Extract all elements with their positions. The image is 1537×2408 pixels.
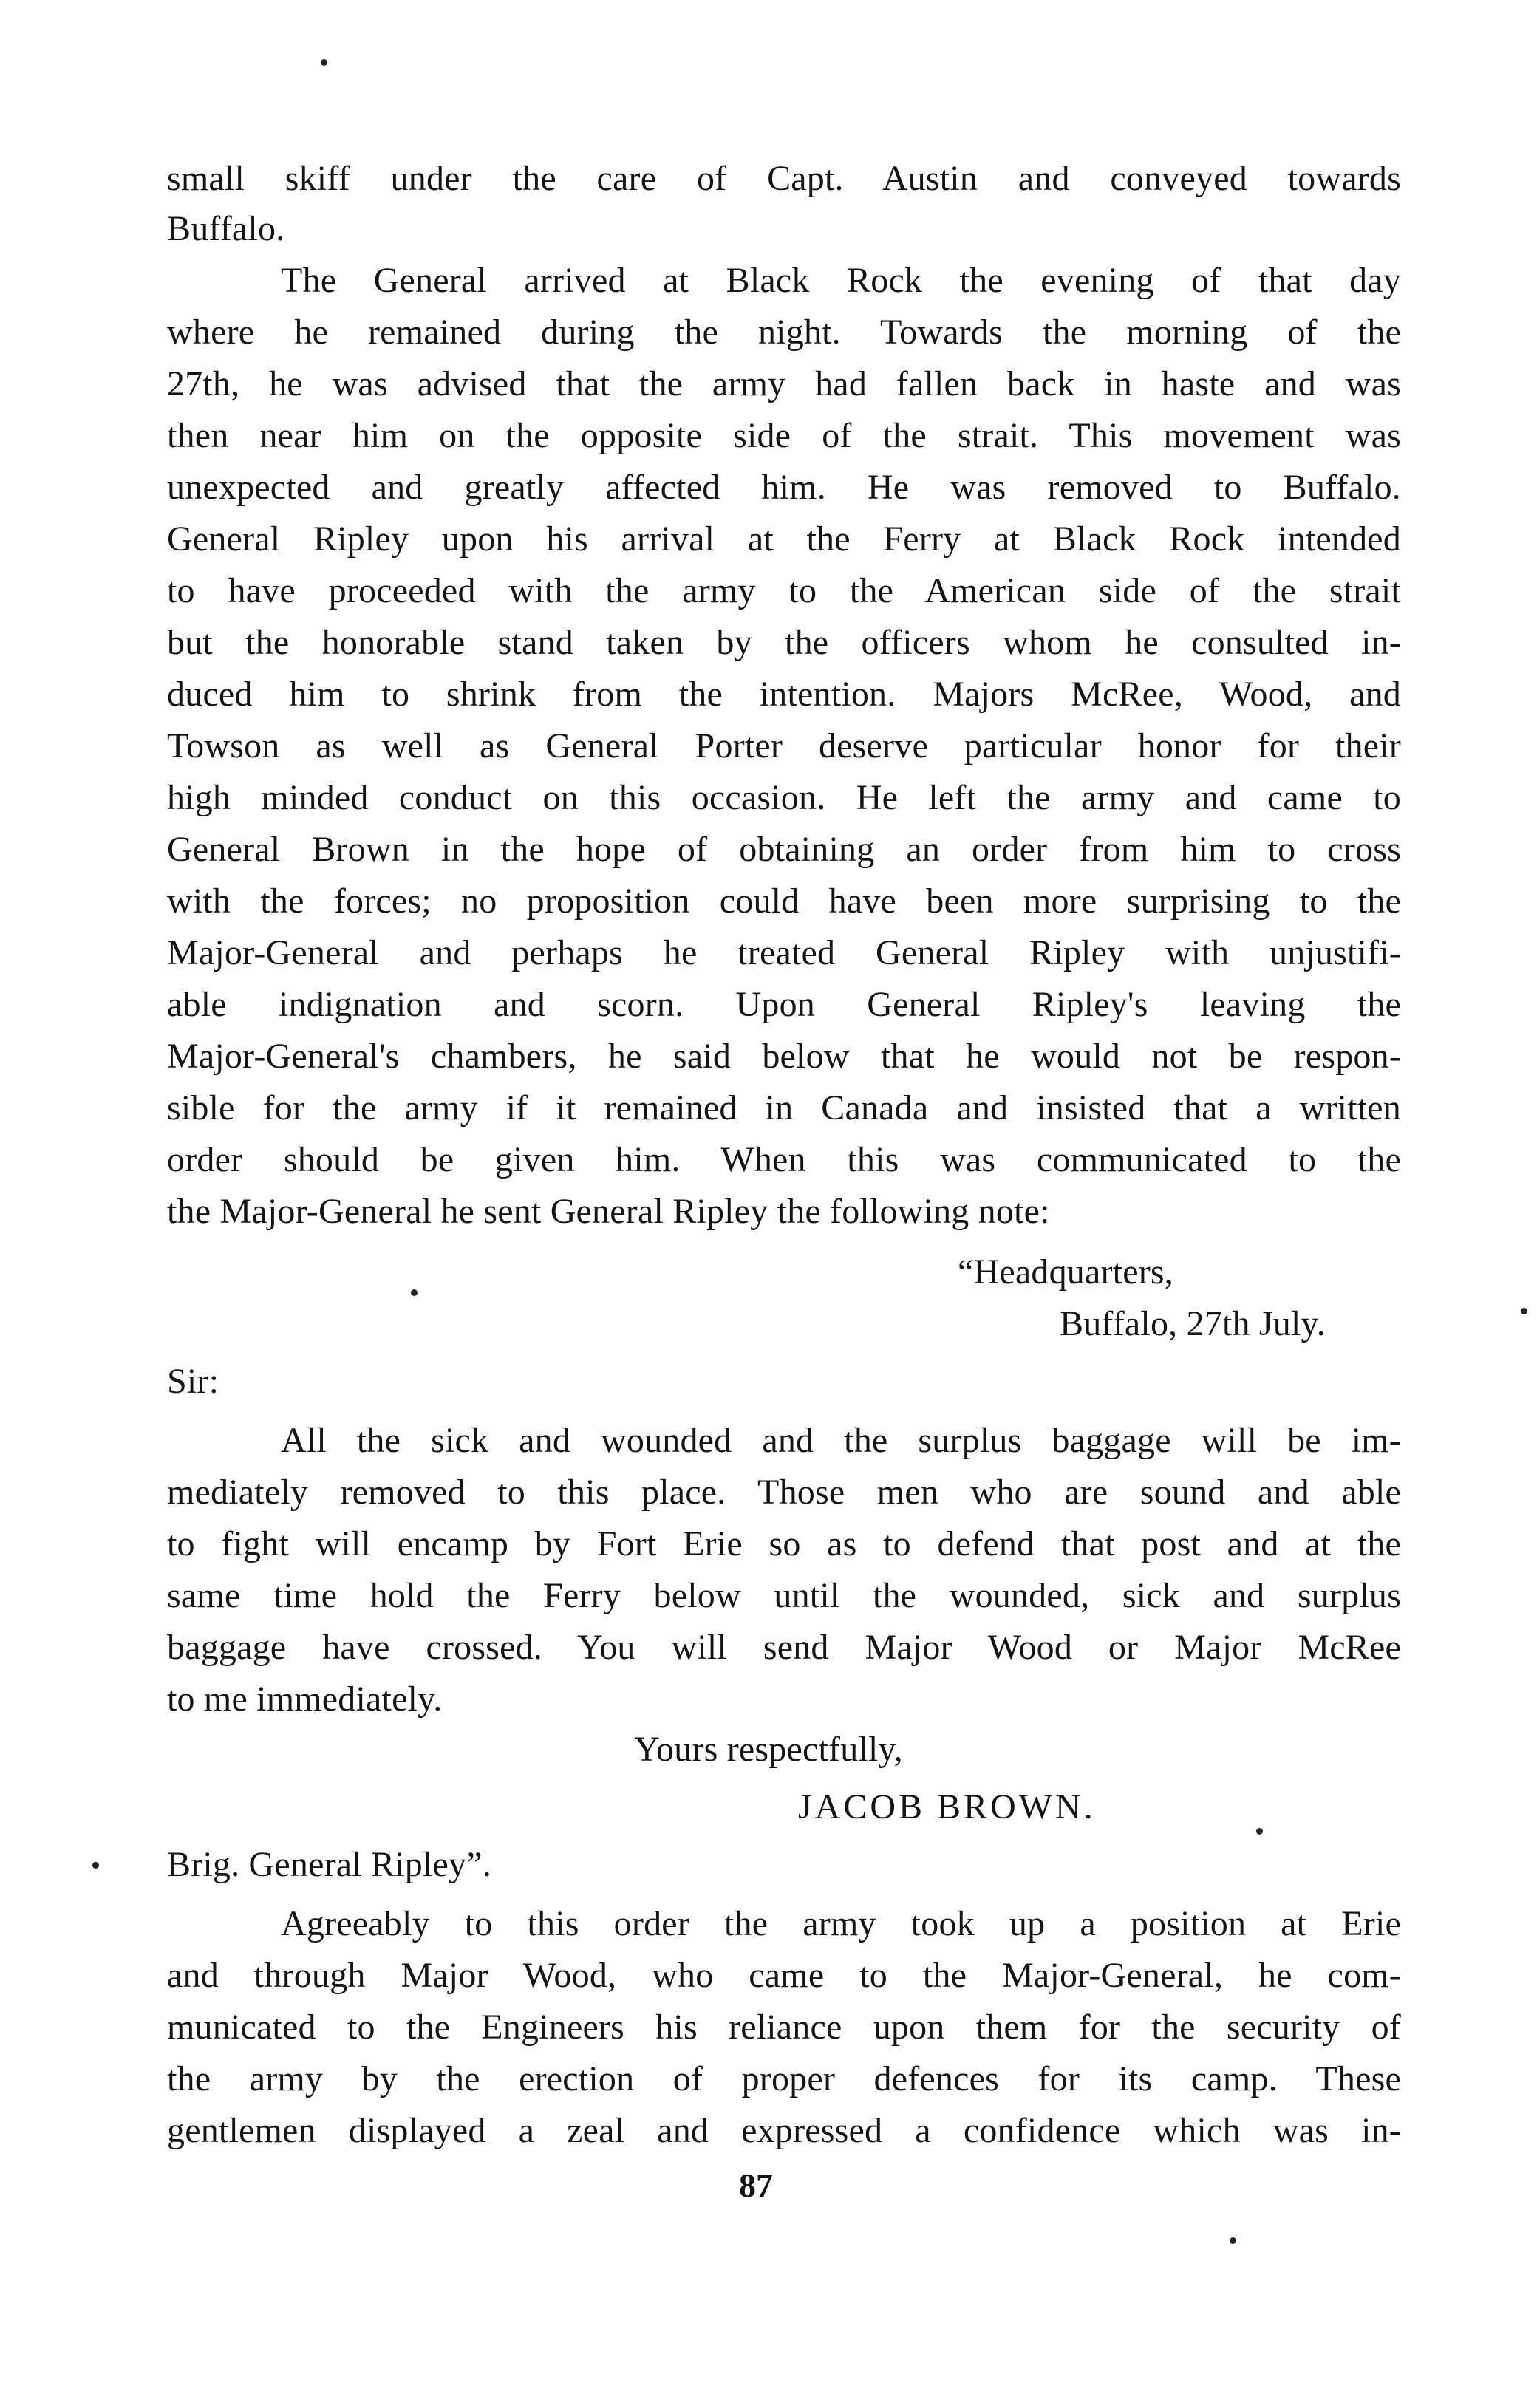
text-line: high minded conduct on this occasion. He left the army and came to: [167, 778, 1401, 817]
text-line: where he remained during the night. Towards the morning of the: [167, 313, 1401, 352]
scan-speck: [1521, 1308, 1527, 1314]
text-line: Agreeably to this order the army took up a position at Erie: [281, 1904, 1401, 1943]
text-line: then near him on the opposite side of the strait. This movement was: [167, 416, 1401, 455]
text-line: the Major-General he sent General Ripley the following note:: [167, 1192, 1050, 1231]
page-number: 87: [739, 2166, 773, 2204]
text-line: Buffalo.: [167, 209, 285, 248]
text-line: and through Major Wood, who came to the Major-General, he com-: [167, 1956, 1401, 1995]
text-line: to have proceeded with the army to the American side of the strait: [167, 571, 1401, 610]
text-line: small skiff under the care of Capt. Austin and conveyed towards: [167, 159, 1401, 198]
text-line: to fight will encamp by Fort Erie so as to defend that post and at the: [167, 1524, 1401, 1563]
text-line: General Brown in the hope of obtaining an order from him to cross: [167, 830, 1401, 869]
text-line: mediately removed to this place. Those men who are sound and able: [167, 1473, 1401, 1512]
text-line: All the sick and wounded and the surplus baggage will be im-: [281, 1421, 1401, 1460]
letter-dateline: Buffalo, 27th July.: [1060, 1304, 1326, 1343]
text-line: General Ripley upon his arrival at the Ferry at Black Rock intended: [167, 519, 1401, 559]
letter-heading: “Headquarters,: [958, 1252, 1173, 1292]
letter-addressee: Brig. General Ripley”.: [167, 1845, 491, 1884]
letter-closing: Yours respectfully,: [634, 1730, 903, 1769]
text-line: unexpected and greatly affected him. He was removed to Buffalo.: [167, 468, 1401, 507]
scan-speck: [92, 1862, 99, 1869]
text-line: to me immediately.: [167, 1679, 443, 1719]
scan-speck: [1230, 2237, 1236, 2244]
scan-speck: [411, 1289, 418, 1296]
scan-speck: [1256, 1828, 1263, 1835]
text-line: able indignation and scorn. Upon General Ripley's leaving the: [167, 985, 1401, 1024]
text-line: municated to the Engineers his reliance upon them for the security of: [167, 2008, 1401, 2047]
text-line: same time hold the Ferry below until the wounded, sick and surplus: [167, 1576, 1401, 1615]
text-line: but the honorable stand taken by the officers whom he consulted in-: [167, 623, 1401, 662]
letter-salutation: Sir:: [167, 1362, 219, 1401]
text-line: sible for the army if it remained in Canada and insisted that a written: [167, 1088, 1401, 1128]
letter-signature: JACOB BROWN.: [798, 1787, 1096, 1827]
text-line: gentlemen displayed a zeal and expressed a confidence which was in-: [167, 2111, 1401, 2150]
scan-speck: [321, 59, 327, 66]
text-line: The General arrived at Black Rock the evening of that day: [281, 261, 1401, 300]
text-line: the army by the erection of proper defences for its camp. These: [167, 2059, 1401, 2098]
text-line: with the forces; no proposition could have been more surprising to the: [167, 881, 1401, 921]
text-line: duced him to shrink from the intention. Majors McRee, Wood, and: [167, 675, 1401, 714]
text-line: 27th, he was advised that the army had fallen back in haste and was: [167, 364, 1401, 403]
text-line: Towson as well as General Porter deserve particular honor for their: [167, 726, 1401, 765]
text-line: baggage have crossed. You will send Major Wood or Major McRee: [167, 1628, 1401, 1667]
text-line: order should be given him. When this was communicated to the: [167, 1140, 1401, 1179]
text-line: Major-General and perhaps he treated General Ripley with unjustifi-: [167, 933, 1401, 972]
text-line: Major-General's chambers, he said below that he would not be respon-: [167, 1037, 1401, 1076]
